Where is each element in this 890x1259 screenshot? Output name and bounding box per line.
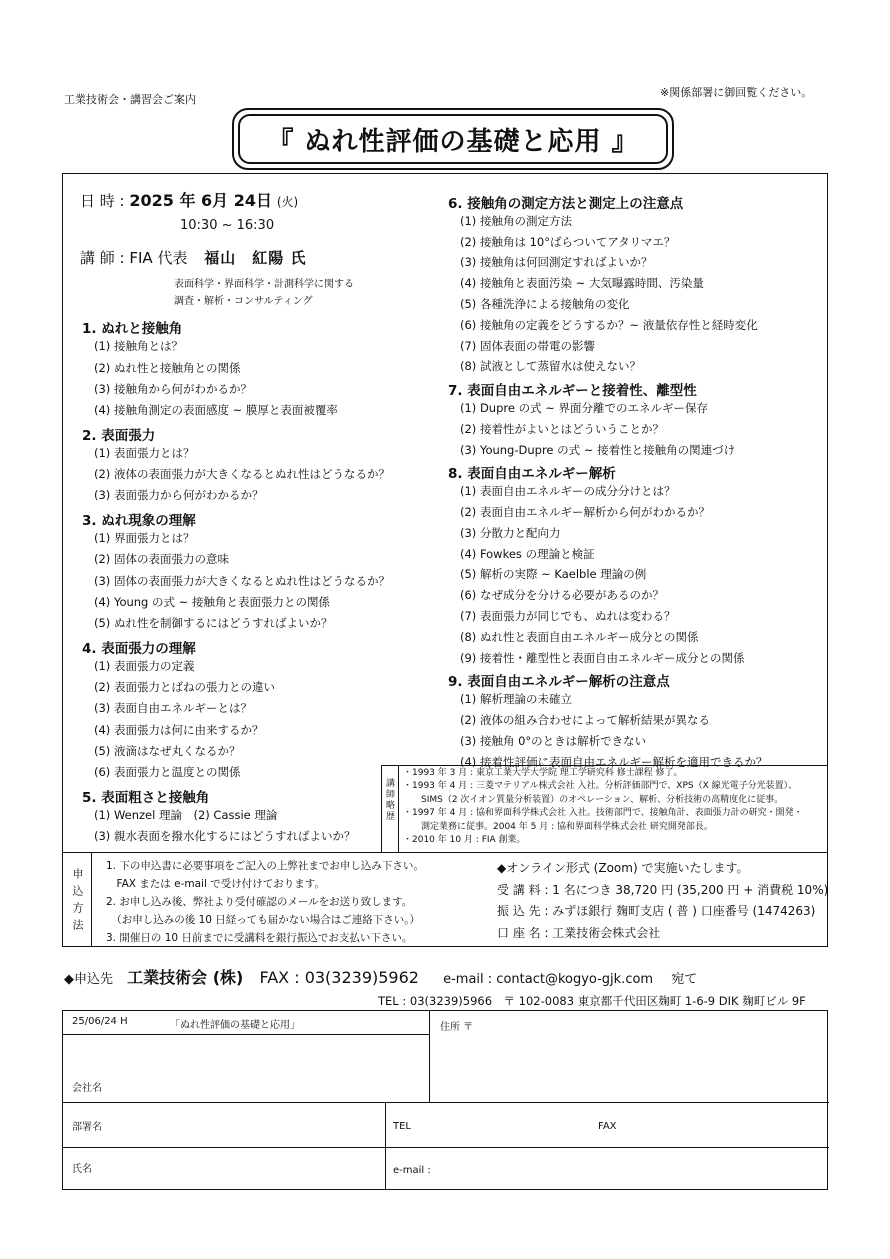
section-item: (2) ぬれ性と接触角との関係 bbox=[94, 360, 241, 375]
date-label: 日 時 : bbox=[80, 192, 125, 210]
company-name: 工業技術会 (株) bbox=[127, 968, 244, 987]
circulation-notice: ※関係部署に御回覧ください。 bbox=[660, 86, 813, 99]
application-step: FAX または e-mail で受け付けております。 bbox=[106, 878, 325, 890]
lecturer-name: 福山 紅陽 氏 bbox=[204, 249, 307, 267]
section-item: (9) 接着性・離型性と表面自由エネルギー成分との関係 bbox=[460, 650, 745, 665]
form-code: 25/06/24 H bbox=[72, 1016, 128, 1027]
section-item: (1) 解析理論の未確立 bbox=[460, 692, 572, 707]
tel-field[interactable]: TEL bbox=[393, 1121, 411, 1132]
email-field[interactable]: e-mail : bbox=[393, 1165, 431, 1176]
application-form bbox=[62, 1010, 828, 1190]
section-item: (3) Young-Dupre の式 ~ 接着性と接触角の関連づけ bbox=[460, 442, 736, 457]
section-item: (7) 表面張力が同じでも、ぬれは変わる？ bbox=[460, 609, 676, 623]
bio-lines bbox=[403, 767, 803, 847]
section-item: (4) Young の式 ~ 接触角と表面張力との関係 bbox=[94, 594, 330, 609]
section-item: (1) 表面張力とは？ bbox=[94, 445, 195, 460]
contact-prefix: ◆申込先 bbox=[64, 972, 113, 987]
section-item: (3) 接触角は何回測定すればよいか？ bbox=[460, 255, 653, 270]
online-notice: ◆オンライン形式 (Zoom) で実施いたします。 bbox=[497, 861, 749, 875]
address-line: TEL : 03(3239)5966 〒 102-0083 東京都千代田区麹町 1-6-9 DIK 麹町ビル 9F bbox=[378, 994, 806, 1008]
weekday: (火) bbox=[276, 195, 299, 209]
bio-line: SIMS（2 次イオン質量分析装置）のオペレーション、解析、分析技術の高精度化に従事。 bbox=[403, 794, 784, 805]
section-title: 9. 表面自由エネルギー解析の注意点 bbox=[448, 674, 670, 691]
contact-line bbox=[64, 965, 697, 988]
lecturer bbox=[80, 247, 306, 268]
section-item: (4) 接触角測定の表面感度 ~ 膜厚と表面被覆率 bbox=[94, 403, 338, 418]
title-frame bbox=[232, 108, 674, 170]
bio-line: ・1993 年 4 月 : 三菱マテリアル株式会社 入社。分析評価部門で、XPS（X 線光電子分光装置）、 bbox=[403, 781, 798, 792]
section-title: 5. 表面粗さと接触角 bbox=[82, 789, 210, 806]
section-item: (3) 接触角から何がわかるか？ bbox=[94, 381, 252, 396]
section-item: (1) 表面自由エネルギーの成分分けとは？ bbox=[460, 484, 676, 499]
section-item: (1) Wenzel 理論 (2) Cassie 理論 bbox=[94, 807, 278, 822]
event-time: 10:30 ~ 16:30 bbox=[180, 218, 275, 233]
section-item: (2) 表面張力とばねの張力との違い bbox=[94, 680, 275, 695]
section-item: (6) なぜ成分を分ける必要があるのか？ bbox=[460, 588, 664, 603]
section-item: (1) 接触角の測定方法 bbox=[460, 213, 572, 228]
section-item: (2) 接着性がよいとはどういうことか？ bbox=[460, 421, 664, 436]
section-item: (2) 液体の表面張力が大きくなるとぬれ性はどうなるか？ bbox=[94, 467, 390, 482]
section-item: (5) ぬれ性を制御するにはどうすればよいか？ bbox=[94, 616, 333, 631]
lecturer-desc-line: 調査・解析・コンサルティング bbox=[174, 296, 313, 307]
section-item: (2) 固体の表面張力の意味 bbox=[94, 552, 229, 567]
email-address[interactable]: e-mail : contact@kogyo-gjk.com bbox=[443, 972, 654, 987]
bio-line: ・1997 年 4 月 : 協和界面科学株式会社 入社。技術部門で、接触角計、表面張力計の研究・開発・ bbox=[403, 808, 803, 819]
contact-suffix: 宛て bbox=[671, 972, 698, 987]
section-item: (4) 接着性評価に表面自由エネルギー解析を適用できるか？ bbox=[460, 754, 768, 769]
application-step: 1. 下の申込書に必要事項をご記入の上弊社までお申し込み下さい。 bbox=[106, 860, 424, 872]
section-title: 2. 表面張力 bbox=[82, 427, 156, 444]
section-item: (1) 界面張力とは？ bbox=[94, 531, 195, 545]
company-field[interactable]: 会社名 bbox=[72, 1083, 102, 1094]
section-item: (2) 表面自由エネルギー解析から何がわかるか？ bbox=[460, 505, 710, 519]
section-item: (1) 接触角とは？ bbox=[94, 339, 183, 354]
section-title: 7. 表面自由エネルギーと接着性、離型性 bbox=[448, 383, 697, 400]
bio-line: ・1993 年 3 月 : 東京工業大学大学院 理工学研究科 修士課程 修了。 bbox=[403, 768, 683, 778]
account-name: 口 座 名 : 工業技術会株式会社 bbox=[497, 925, 661, 940]
section-item: (3) 分散力と配向力 bbox=[460, 525, 561, 540]
section-item: (3) 表面自由エネルギーとは？ bbox=[94, 701, 252, 716]
section-item: (5) 各種洗浄による接触角の変化 bbox=[460, 297, 630, 311]
bio-line: ・2010 年 10 月 : FIA 創業。 bbox=[403, 835, 526, 846]
lecturer-desc-line: 表面科学・界面科学・計測科学に関する bbox=[174, 279, 354, 290]
event-date bbox=[80, 188, 298, 211]
section-item: (5) 解析の実際 ~ Kaelble 理論の例 bbox=[460, 567, 647, 582]
section-item: (4) 接触角と表面汚染 ~ 大気曝露時間、汚染量 bbox=[460, 276, 704, 291]
section-title: 3. ぬれ現象の理解 bbox=[82, 512, 196, 529]
application-step: （お申し込みの後 10 日経っても届かない場合はご連絡下さい。） bbox=[106, 914, 421, 926]
fee: 受 講 料 : 1 名につき 38,720 円 (35,200 円 + 消費税 10%) bbox=[497, 882, 829, 897]
section-item: (2) 液体の組み合わせによって解析結果が異なる bbox=[460, 713, 710, 727]
section-item: (4) Fowkes の理論と検証 bbox=[460, 546, 595, 561]
section-item: (4) 表面張力は何に由来するか？ bbox=[94, 722, 264, 737]
section-title: 8. 表面自由エネルギー解析 bbox=[448, 466, 616, 483]
bio-line: 測定業務に従事。2004 年 5 月 : 協和界面科学株式会社 研究開発部長。 bbox=[403, 821, 713, 832]
section-item: (2) 接触角は 10°ばらついてアタリマエ？ bbox=[460, 234, 676, 249]
application-step: 3. 開催日の 10 日前までに受講料を銀行振込でお支払い下さい。 bbox=[106, 932, 413, 944]
bank-account: 振 込 先 : みずほ銀行 麹町支店 ( 普 ) 口座番号 (1474263) bbox=[497, 904, 816, 918]
section-item: (6) 表面張力と温度との関係 bbox=[94, 765, 241, 780]
application-label: 申込方法 bbox=[71, 868, 84, 936]
section-item: (5) 液滴はなぜ丸くなるか？ bbox=[94, 744, 241, 758]
section-item: (8) ぬれ性と表面自由エネルギー成分との関係 bbox=[460, 629, 699, 644]
payment-info bbox=[497, 858, 828, 944]
section-title: 1. ぬれと接触角 bbox=[82, 321, 183, 337]
section-title: 4. 表面張力の理解 bbox=[82, 640, 196, 657]
address-field[interactable]: 住所 〒 bbox=[440, 1022, 474, 1033]
section-item: (7) 固体表面の帯電の影響 bbox=[460, 338, 595, 353]
department-field[interactable]: 部署名 bbox=[72, 1122, 102, 1133]
date-value: 2025 年 6月 24日 bbox=[129, 191, 273, 210]
name-field[interactable]: 氏名 bbox=[72, 1164, 92, 1175]
section-title: 6. 接触角の測定方法と測定上の注意点 bbox=[448, 196, 684, 212]
fax-number: FAX : 03(3239)5962 bbox=[259, 968, 419, 987]
lecturer-label: 講 師 : FIA 代表 bbox=[80, 249, 188, 267]
page-title: 『 ぬれ性評価の基礎と応用 』 bbox=[238, 114, 668, 164]
section-item: (3) 表面張力から何がわかるか？ bbox=[94, 488, 264, 503]
category-label: 工業技術会・講習会ご案内 bbox=[64, 93, 196, 106]
form-seminar-title: 「ぬれ性評価の基礎と応用」 bbox=[170, 1020, 300, 1031]
section-item: (3) 固体の表面張力が大きくなるとぬれ性はどうなるか？ bbox=[94, 573, 390, 588]
bio-label: 講師略歴 bbox=[384, 778, 394, 822]
application-steps bbox=[106, 857, 424, 947]
section-item: (1) 表面張力の定義 bbox=[94, 658, 195, 673]
lecturer-description bbox=[174, 276, 354, 310]
section-item: (6) 接触角の定義をどうするか？~ 液量依存性と経時変化 bbox=[460, 317, 758, 332]
section-item: (8) 試液として蒸留水は使えない？ bbox=[460, 359, 641, 374]
section-item: (1) Dupre の式 ~ 界面分離でのエネルギー保存 bbox=[460, 401, 709, 415]
section-item: (3) 親水表面を撥水化するにはどうすればよいか？ bbox=[94, 829, 356, 844]
section-item: (3) 接触角 0°のときは解析できない bbox=[460, 733, 647, 748]
fax-field[interactable]: FAX bbox=[598, 1121, 617, 1132]
application-step: 2. お申し込み後、弊社より受付確認のメールをお送り致します。 bbox=[106, 896, 413, 908]
